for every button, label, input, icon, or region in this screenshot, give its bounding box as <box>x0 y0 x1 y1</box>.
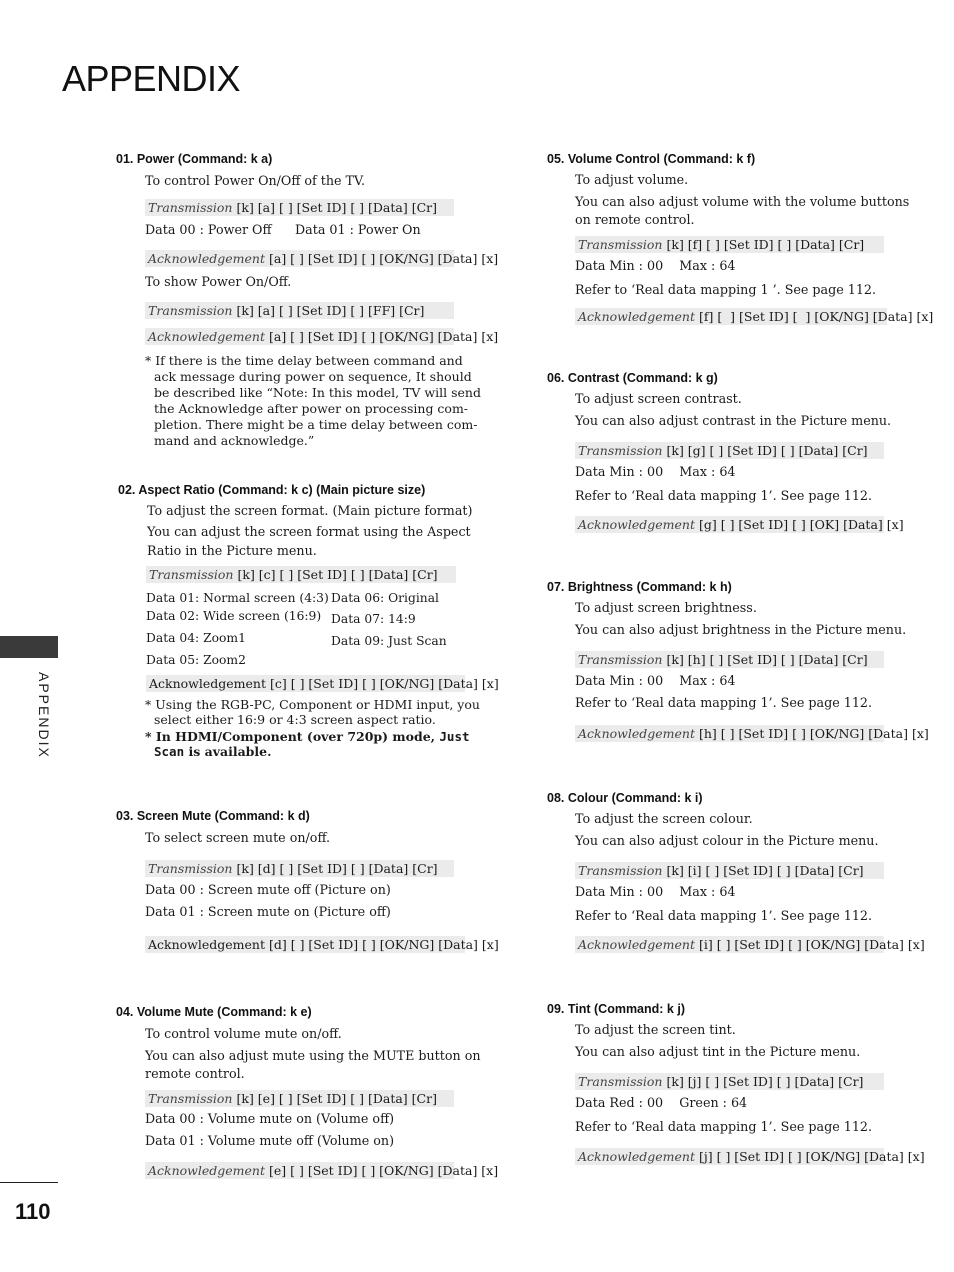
aspect-data-05: Data 05: Zoom2 <box>146 653 246 667</box>
power-data-on: Data 01 : Power On <box>295 222 421 237</box>
section-heading-aspect-ratio: 02. Aspect Ratio (Command: k c) (Main picture size) <box>118 483 426 497</box>
aspect-data-06: Data 06: Original <box>331 591 439 605</box>
acknowledgement-label: Acknowledgement <box>578 309 695 324</box>
aspect-description: To adjust the screen format. (Main picture format) <box>147 503 473 518</box>
aspect-data-07: Data 07: 14:9 <box>331 612 416 626</box>
power-data-off: Data 00 : Power Off <box>145 222 272 237</box>
colour-data-range: Data Min : 00 Max : 64 <box>575 884 736 899</box>
transmission-label: Transmission <box>148 303 233 318</box>
contrast-transmission-code: [k] [g] [ ] [Set ID] [ ] [Data] [Cr] <box>666 443 868 458</box>
aspect-description-2: You can adjust the screen format using the Aspect <box>147 524 471 539</box>
colour-reference: Refer to ‘Real data mapping 1’. See page 112. <box>575 908 872 923</box>
power-show-description: To show Power On/Off. <box>145 274 292 289</box>
volume-control-description-3: on remote control. <box>575 212 695 227</box>
volume-mute-ack-code: [e] [ ] [Set ID] [ ] [OK/NG] [Data] [x] <box>269 1163 499 1178</box>
volume-mute-data-00: Data 00 : Volume mute on (Volume off) <box>145 1111 395 1126</box>
power-transmission-code: [k] [a] [ ] [Set ID] [ ] [Data] [Cr] <box>236 200 437 215</box>
volume-mute-transmission-code: [k] [e] [ ] [Set ID] [ ] [Data] [Cr] <box>236 1091 437 1106</box>
tint-description-2: You can also adjust tint in the Picture menu. <box>575 1044 861 1059</box>
aspect-data-04: Data 04: Zoom1 <box>146 631 246 645</box>
power-show-transmission-bar <box>145 302 454 319</box>
volume-control-data-range: Data Min : 00 Max : 64 <box>575 258 736 273</box>
transmission-label: Transmission <box>148 1091 233 1106</box>
acknowledgement-label: Acknowledgement <box>578 937 695 952</box>
aspect-ack-bar <box>146 675 499 692</box>
transmission-label: Transmission <box>578 237 663 252</box>
power-ack-code: [a] [ ] [Set ID] [ ] [OK/NG] [Data] [x] <box>269 251 499 266</box>
aspect-note-hdmi-text: * In HDMI/Component (over 720p) mode, <box>145 729 436 744</box>
transmission-label: Transmission <box>578 443 663 458</box>
power-ack-bar <box>145 250 499 267</box>
screen-mute-transmission-code: [k] [d] [ ] [Set ID] [ ] [Data] [Cr] <box>236 861 438 876</box>
section-heading-colour: 08. Colour (Command: k i) <box>547 791 703 805</box>
just-scan-term: Just <box>439 729 470 744</box>
acknowledgement-label: Acknowledgement <box>578 1149 695 1164</box>
screen-mute-ack-code: [d] [ ] [Set ID] [ ] [OK/NG] [Data] [x] <box>269 937 499 952</box>
screen-mute-data-01: Data 01 : Screen mute on (Picture off) <box>145 904 391 919</box>
brightness-description-2: You can also adjust brightness in the Picture menu. <box>575 622 907 637</box>
volume-control-transmission-code: [k] [f] [ ] [Set ID] [ ] [Data] [Cr] <box>666 237 865 252</box>
colour-transmission-bar <box>575 862 884 879</box>
section-heading-volume-control: 05. Volume Control (Command: k f) <box>547 152 756 166</box>
volume-control-reference: Refer to ‘Real data mapping 1 ’. See page 112. <box>575 282 877 297</box>
volume-mute-data-01: Data 01 : Volume mute off (Volume on) <box>145 1133 395 1148</box>
contrast-reference: Refer to ‘Real data mapping 1’. See page 112. <box>575 488 872 503</box>
aspect-note <box>145 697 480 759</box>
power-note-line: mand and acknowledge.” <box>154 433 315 448</box>
screen-mute-transmission-bar <box>145 860 454 877</box>
screen-mute-ack-bar <box>145 936 499 953</box>
volume-control-ack-code: [f] [ ] [Set ID] [ ] [OK/NG] [Data] [x] <box>699 309 934 324</box>
colour-ack-code: [i] [ ] [Set ID] [ ] [OK/NG] [Data] [x] <box>699 937 925 952</box>
aspect-note-line: * Using the RGB-PC, Component or HDMI input, you <box>145 697 480 712</box>
transmission-label: Transmission <box>149 567 234 582</box>
power-transmission-bar <box>145 199 454 216</box>
tint-transmission-code: [k] [j] [ ] [Set ID] [ ] [Data] [Cr] <box>666 1074 864 1089</box>
tint-reference: Refer to ‘Real data mapping 1’. See page 112. <box>575 1119 872 1134</box>
brightness-description: To adjust screen brightness. <box>575 600 757 615</box>
power-note-line: ack message during power on sequence, It should <box>154 369 472 384</box>
transmission-label: Transmission <box>148 200 233 215</box>
aspect-transmission-bar <box>146 566 456 583</box>
transmission-label: Transmission <box>578 863 663 878</box>
colour-description: To adjust the screen colour. <box>575 811 753 826</box>
aspect-note-hdmi-2 <box>145 744 480 759</box>
power-show-ack-code: [a] [ ] [Set ID] [ ] [OK/NG] [Data] [x] <box>269 329 499 344</box>
aspect-note-line: select either 16:9 or 4:3 screen aspect ratio. <box>154 712 436 727</box>
section-heading-volume-mute: 04. Volume Mute (Command: k e) <box>116 1005 312 1019</box>
power-note-line: * If there is the time delay between command and <box>145 353 463 368</box>
acknowledgement-label: Acknowledgement <box>578 726 695 741</box>
brightness-ack-bar <box>575 725 929 742</box>
aspect-ack-code: [c] [ ] [Set ID] [ ] [OK/NG] [Data] [x] <box>270 676 499 691</box>
aspect-description-3: Ratio in the Picture menu. <box>147 543 317 558</box>
acknowledgement-label: Acknowledgement <box>149 676 266 691</box>
transmission-label: Transmission <box>148 861 233 876</box>
footer-rule <box>0 1182 58 1183</box>
side-section-label: APPENDIX <box>36 672 52 759</box>
acknowledgement-label: Acknowledgement <box>148 329 265 344</box>
colour-transmission-code: [k] [i] [ ] [Set ID] [ ] [Data] [Cr] <box>666 863 864 878</box>
volume-control-description-2: You can also adjust volume with the volume buttons <box>575 194 910 209</box>
power-note-line: pletion. There might be a time delay between com- <box>154 417 478 432</box>
colour-description-2: You can also adjust colour in the Picture menu. <box>575 833 879 848</box>
power-note-line: be described like “Note: In this model, TV will send <box>154 385 481 400</box>
volume-control-transmission-bar <box>575 236 884 253</box>
section-heading-tint: 09. Tint (Command: k j) <box>547 1002 685 1016</box>
aspect-data-09: Data 09: Just Scan <box>331 634 447 648</box>
section-heading-brightness: 07. Brightness (Command: k h) <box>547 580 732 594</box>
volume-mute-description-3: remote control. <box>145 1066 245 1081</box>
brightness-data-range: Data Min : 00 Max : 64 <box>575 673 736 688</box>
aspect-data-01: Data 01: Normal screen (4:3) <box>146 591 329 605</box>
acknowledgement-label: Acknowledgement <box>148 937 265 952</box>
screen-mute-description: To select screen mute on/off. <box>145 830 331 845</box>
brightness-ack-code: [h] [ ] [Set ID] [ ] [OK/NG] [Data] [x] <box>699 726 929 741</box>
volume-control-ack-bar <box>575 308 934 325</box>
just-scan-term: Scan <box>154 744 185 759</box>
power-description: To control Power On/Off of the TV. <box>145 173 365 188</box>
aspect-data-02: Data 02: Wide screen (16:9) <box>146 609 322 623</box>
acknowledgement-label: Acknowledgement <box>148 1163 265 1178</box>
aspect-note-hdmi <box>145 729 480 744</box>
brightness-transmission-bar <box>575 651 884 668</box>
power-show-ack-bar <box>145 328 499 345</box>
tint-ack-code: [j] [ ] [Set ID] [ ] [OK/NG] [Data] [x] <box>699 1149 925 1164</box>
power-show-transmission-code: [k] [a] [ ] [Set ID] [ ] [FF] [Cr] <box>236 303 425 318</box>
page-title: APPENDIX <box>62 58 241 99</box>
aspect-note-hdmi-end: is available. <box>188 744 272 759</box>
volume-mute-transmission-bar <box>145 1090 454 1107</box>
brightness-transmission-code: [k] [h] [ ] [Set ID] [ ] [Data] [Cr] <box>666 652 868 667</box>
brightness-reference: Refer to ‘Real data mapping 1’. See page 112. <box>575 695 872 710</box>
contrast-ack-bar <box>575 516 904 533</box>
transmission-label: Transmission <box>578 1074 663 1089</box>
power-note-line: the Acknowledge after power on processing com- <box>154 401 469 416</box>
screen-mute-data-00: Data 00 : Screen mute off (Picture on) <box>145 882 391 897</box>
volume-mute-description-2: You can also adjust mute using the MUTE button on <box>145 1048 481 1063</box>
power-note <box>145 353 481 449</box>
contrast-description-2: You can also adjust contrast in the Picture menu. <box>575 413 892 428</box>
volume-mute-ack-bar <box>145 1162 499 1179</box>
section-heading-screen-mute: 03. Screen Mute (Command: k d) <box>116 809 310 823</box>
colour-ack-bar <box>575 936 925 953</box>
tint-description: To adjust the screen tint. <box>575 1022 736 1037</box>
contrast-data-range: Data Min : 00 Max : 64 <box>575 464 736 479</box>
contrast-ack-code: [g] [ ] [Set ID] [ ] [OK] [Data] [x] <box>699 517 904 532</box>
acknowledgement-label: Acknowledgement <box>578 517 695 532</box>
side-tab-marker <box>0 636 58 658</box>
acknowledgement-label: Acknowledgement <box>148 251 265 266</box>
transmission-label: Transmission <box>578 652 663 667</box>
contrast-description: To adjust screen contrast. <box>575 391 742 406</box>
volume-mute-description: To control volume mute on/off. <box>145 1026 342 1041</box>
section-heading-contrast: 06. Contrast (Command: k g) <box>547 371 718 385</box>
tint-data-range: Data Red : 00 Green : 64 <box>575 1095 748 1110</box>
volume-control-description: To adjust volume. <box>575 172 689 187</box>
contrast-transmission-bar <box>575 442 884 459</box>
aspect-transmission-code: [k] [c] [ ] [Set ID] [ ] [Data] [Cr] <box>237 567 438 582</box>
section-heading-power: 01. Power (Command: k a) <box>116 152 273 166</box>
tint-ack-bar <box>575 1148 925 1165</box>
tint-transmission-bar <box>575 1073 884 1090</box>
page-number: 110 <box>15 1199 51 1224</box>
